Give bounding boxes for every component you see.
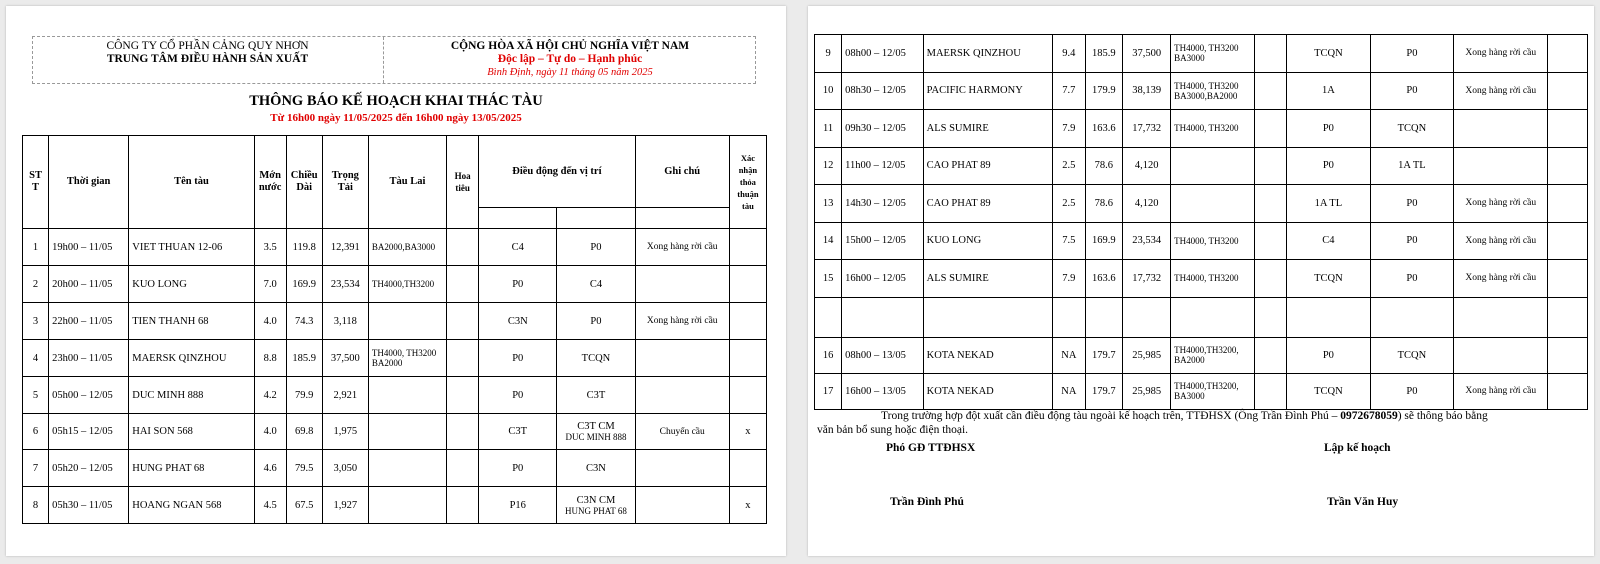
place-date: Bình Định, ngày 11 tháng 05 năm 2025 (487, 67, 653, 78)
move-to-alongside: HUNG PHAT 68 (565, 505, 627, 516)
table-row (815, 373, 1588, 409)
cell-tug: BA2000,BA3000 (368, 229, 446, 266)
cell-tug (1171, 297, 1255, 337)
col-note: Ghi chú (635, 136, 729, 208)
cell-confirm (729, 377, 766, 414)
col-note-sub (635, 208, 729, 229)
col-length: Chiều Dài (286, 136, 322, 229)
cell-move-to: P0 (1370, 222, 1454, 260)
company-name: CÔNG TY CỔ PHẦN CẢNG QUY NHƠN (106, 40, 309, 52)
cell-confirm (1548, 72, 1588, 110)
cell-move-from: P16 (479, 487, 557, 524)
cell-tug: TH4000,TH3200, BA3000 (1171, 373, 1255, 409)
cell-tonnage: 37,500 (1123, 35, 1171, 73)
cell-draft: 7.9 (1053, 260, 1085, 298)
cell-move-from: P0 (479, 340, 557, 377)
cell-ship: CAO PHAT 89 (923, 147, 1053, 185)
cell-draft: NA (1053, 373, 1085, 409)
cell-pilot (1254, 35, 1286, 73)
cell-stt: 10 (815, 72, 842, 110)
col-draft: Mớn nước (254, 136, 286, 229)
cell-length: 69.8 (286, 414, 322, 450)
cell-note: Xong hàng rời cầu (1454, 185, 1548, 223)
col-tug: Tàu Lai (368, 136, 446, 229)
cell-confirm (1548, 147, 1588, 185)
cell-tonnage (1123, 297, 1171, 337)
cell-confirm (729, 450, 766, 487)
cell-pilot (447, 340, 479, 377)
header-left (33, 37, 382, 83)
cell-length: 119.8 (286, 229, 322, 266)
cell-move-to: P0 (1370, 373, 1454, 409)
cell-tug (368, 487, 446, 524)
table-row (815, 337, 1588, 373)
cell-move-from: 1A (1287, 72, 1371, 110)
cell-time: 08h00 – 13/05 (842, 337, 923, 373)
cell-note (1454, 147, 1548, 185)
footer-note-b: ) sẽ thông báo bằng (1397, 410, 1488, 422)
table-row (815, 222, 1588, 260)
cell-note (1454, 337, 1548, 373)
cell-time: 15h00 – 12/05 (842, 222, 923, 260)
cell-note (635, 340, 729, 377)
cell-ship: HAI SON 568 (129, 414, 254, 450)
cell-draft (1053, 297, 1085, 337)
cell-time: 11h00 – 12/05 (842, 147, 923, 185)
cell-confirm: x (729, 487, 766, 524)
cell-move-to (557, 266, 635, 303)
footer-note-line1 (881, 410, 1488, 422)
document-title: THÔNG BÁO KẾ HOẠCH KHAI THÁC TÀU (249, 93, 543, 109)
table-row (815, 260, 1588, 298)
cell-confirm (1548, 297, 1588, 337)
table-row (23, 414, 767, 450)
cell-pilot (447, 414, 479, 450)
cell-move-to: TCQN (1370, 110, 1454, 148)
cell-move-to: P0 (1370, 72, 1454, 110)
cell-note (635, 487, 729, 524)
cell-ship: ALS SUMIRE (923, 110, 1053, 148)
cell-pilot (1254, 297, 1286, 337)
cell-pilot (1254, 373, 1286, 409)
cell-note (635, 450, 729, 487)
cell-draft: 4.5 (254, 487, 286, 524)
cell-tug: TH4000, TH3200 (1171, 110, 1255, 148)
cell-ship: MAERSK QINZHOU (923, 35, 1053, 73)
cell-note: Chuyển cầu (635, 414, 729, 450)
cell-tonnage: 17,732 (1123, 260, 1171, 298)
cell-stt: 4 (23, 340, 49, 377)
center-name: TRUNG TÂM ĐIỀU HÀNH SẢN XUẤT (106, 53, 309, 65)
cell-confirm (1548, 373, 1588, 409)
move-to-berth: C3T (586, 389, 606, 401)
cell-ship: KOTA NEKAD (923, 373, 1053, 409)
cell-draft: NA (1053, 337, 1085, 373)
cell-ship: KUO LONG (923, 222, 1053, 260)
cell-length: 179.9 (1085, 72, 1123, 110)
cell-time: 16h00 – 13/05 (842, 373, 923, 409)
cell-note: Xong hàng rời cầu (1454, 222, 1548, 260)
cell-note (635, 266, 729, 303)
cell-time: 05h20 – 12/05 (49, 450, 129, 487)
cell-confirm (729, 229, 766, 266)
cell-tug (368, 377, 446, 414)
sign-right-name: Trần Văn Huy (1327, 496, 1399, 508)
cell-pilot (447, 303, 479, 340)
cell-time: 05h15 – 12/05 (49, 414, 129, 450)
move-to-berth: P0 (590, 315, 602, 327)
cell-note: Xong hàng rời cầu (635, 303, 729, 340)
cell-time: 05h30 – 11/05 (49, 487, 129, 524)
table-row (815, 147, 1588, 185)
table-row (815, 185, 1588, 223)
cell-draft: 4.0 (254, 303, 286, 340)
move-to-berth: P0 (590, 241, 602, 253)
col-move: Điều động đến vị trí (479, 136, 635, 208)
cell-confirm (729, 340, 766, 377)
cell-ship: CAO PHAT 89 (923, 185, 1053, 223)
sign-right-title: Lập kế hoạch (1324, 442, 1391, 454)
cell-move-to: TCQN (1370, 337, 1454, 373)
cell-stt (815, 297, 842, 337)
cell-length: 169.9 (286, 266, 322, 303)
footer-phone: 0972678059 (1340, 410, 1398, 422)
cell-pilot (1254, 337, 1286, 373)
cell-tug: TH4000,TH3200, BA2000 (1171, 337, 1255, 373)
cell-confirm (729, 266, 766, 303)
cell-pilot (1254, 185, 1286, 223)
table-row (23, 340, 767, 377)
col-confirm: Xác nhận thỏa thuận tàu (729, 136, 766, 229)
cell-ship: DUC MINH 888 (129, 377, 254, 414)
cell-stt: 16 (815, 337, 842, 373)
cell-length: 169.9 (1085, 222, 1123, 260)
cell-ship: KUO LONG (129, 266, 254, 303)
cell-tonnage: 4,120 (1123, 147, 1171, 185)
cell-move-from: TCQN (1287, 260, 1371, 298)
cell-stt: 17 (815, 373, 842, 409)
cell-tonnage: 25,985 (1123, 373, 1171, 409)
cell-confirm (729, 303, 766, 340)
table-row (23, 303, 767, 340)
table-row (815, 297, 1588, 337)
table-row (23, 229, 767, 266)
table-row (23, 266, 767, 303)
cell-move-to (557, 487, 635, 524)
cell-stt: 12 (815, 147, 842, 185)
table-row (815, 35, 1588, 73)
cell-tug: TH4000, TH3200 BA2000 (368, 340, 446, 377)
cell-note: Xong hàng rời cầu (1454, 373, 1548, 409)
cell-tonnage: 37,500 (322, 340, 368, 377)
cell-tug: TH4000, TH3200 BA3000,BA2000 (1171, 72, 1255, 110)
cell-tonnage: 3,050 (322, 450, 368, 487)
table-row (23, 450, 767, 487)
cell-stt: 2 (23, 266, 49, 303)
cell-draft: 7.5 (1053, 222, 1085, 260)
cell-note (1454, 297, 1548, 337)
cell-note: Xong hàng rời cầu (1454, 72, 1548, 110)
cell-move-to: P0 (1370, 260, 1454, 298)
cell-draft: 7.9 (1053, 110, 1085, 148)
col-pilot: Hoa tiêu (447, 136, 479, 229)
cell-confirm (1548, 35, 1588, 73)
cell-length: 78.6 (1085, 147, 1123, 185)
cell-tonnage: 38,139 (1123, 72, 1171, 110)
cell-move-to (557, 450, 635, 487)
cell-draft: 7.0 (254, 266, 286, 303)
cell-pilot (1254, 72, 1286, 110)
cell-tug (368, 450, 446, 487)
cell-tug (368, 414, 446, 450)
cell-length: 185.9 (1085, 35, 1123, 73)
cell-move-from: P0 (479, 266, 557, 303)
cell-tonnage: 23,534 (322, 266, 368, 303)
cell-draft: 9.4 (1053, 35, 1085, 73)
cell-pilot (447, 450, 479, 487)
cell-stt: 11 (815, 110, 842, 148)
cell-length (1085, 297, 1123, 337)
cell-ship: KOTA NEKAD (923, 337, 1053, 373)
cell-tug: TH4000, TH3200 BA3000 (1171, 35, 1255, 73)
cell-move-from: C4 (479, 229, 557, 266)
table-row (815, 72, 1588, 110)
cell-move-to: P0 (1370, 185, 1454, 223)
cell-tug (368, 303, 446, 340)
cell-time: 08h00 – 12/05 (842, 35, 923, 73)
cell-note (1454, 110, 1548, 148)
cell-move-from: P0 (1287, 110, 1371, 148)
sign-left-title: Phó GĐ TTĐHSX (886, 442, 976, 454)
cell-length: 78.6 (1085, 185, 1123, 223)
col-move-from (479, 208, 557, 229)
cell-tonnage: 1,927 (322, 487, 368, 524)
cell-draft: 7.7 (1053, 72, 1085, 110)
cell-move-from: C3T (479, 414, 557, 450)
motto: Độc lập – Tự do – Hạnh phúc (497, 53, 643, 65)
cell-time: 14h30 – 12/05 (842, 185, 923, 223)
cell-ship: VIET THUAN 12-06 (129, 229, 254, 266)
cell-pilot (447, 229, 479, 266)
cell-move-from: P0 (1287, 337, 1371, 373)
cell-tonnage: 3,118 (322, 303, 368, 340)
move-to-berth: C3T CM (577, 421, 615, 432)
cell-stt: 13 (815, 185, 842, 223)
cell-note (635, 377, 729, 414)
cell-pilot (1254, 260, 1286, 298)
cell-length: 67.5 (286, 487, 322, 524)
cell-confirm (1548, 337, 1588, 373)
cell-tug (1171, 147, 1255, 185)
document-period: Từ 16h00 ngày 11/05/2025 đến 16h00 ngày 13/05/2025 (270, 112, 522, 124)
cell-tonnage: 2,921 (322, 377, 368, 414)
cell-pilot (1254, 110, 1286, 148)
cell-pilot (1254, 147, 1286, 185)
cell-length: 79.9 (286, 377, 322, 414)
cell-move-to (557, 340, 635, 377)
cell-draft: 2.5 (1053, 185, 1085, 223)
cell-time: 05h00 – 12/05 (49, 377, 129, 414)
cell-move-to (557, 414, 635, 450)
cell-move-from: C4 (1287, 222, 1371, 260)
cell-tonnage: 17,732 (1123, 110, 1171, 148)
cell-stt: 1 (23, 229, 49, 266)
cell-confirm (1548, 185, 1588, 223)
cell-tug: TH4000, TH3200 (1171, 260, 1255, 298)
document-header (32, 36, 756, 84)
cell-move-from: TCQN (1287, 35, 1371, 73)
table-row (23, 377, 767, 414)
cell-move-from: C3N (479, 303, 557, 340)
cell-confirm (1548, 110, 1588, 148)
cell-stt: 14 (815, 222, 842, 260)
cell-length: 185.9 (286, 340, 322, 377)
col-tonnage: Trọng Tải (322, 136, 368, 229)
cell-time: 08h30 – 12/05 (842, 72, 923, 110)
move-to-alongside: DUC MINH 888 (565, 432, 627, 442)
col-stt: ST T (23, 136, 49, 229)
cell-ship: PACIFIC HARMONY (923, 72, 1053, 110)
footer-note-line2: văn bản bổ sung hoặc điện thoại. (817, 424, 969, 436)
cell-length: 74.3 (286, 303, 322, 340)
cell-ship (923, 297, 1053, 337)
move-to-berth: TCQN (581, 352, 611, 364)
cell-move-to (557, 229, 635, 266)
cell-move-to (557, 303, 635, 340)
cell-tonnage: 1,975 (322, 414, 368, 450)
cell-draft: 8.8 (254, 340, 286, 377)
col-time: Thời gian (49, 136, 129, 229)
cell-move-from: P0 (479, 377, 557, 414)
cell-time: 23h00 – 11/05 (49, 340, 129, 377)
cell-length: 163.6 (1085, 110, 1123, 148)
cell-ship: HUNG PHAT 68 (129, 450, 254, 487)
cell-confirm (1548, 222, 1588, 260)
cell-tug (1171, 185, 1255, 223)
cell-stt: 15 (815, 260, 842, 298)
cell-ship: ALS SUMIRE (923, 260, 1053, 298)
cell-length: 79.5 (286, 450, 322, 487)
cell-time: 20h00 – 11/05 (49, 266, 129, 303)
cell-move-to (1370, 297, 1454, 337)
move-to-berth: C3N (586, 462, 606, 474)
sign-left-name: Trần Đình Phú (890, 496, 964, 508)
cell-stt: 6 (23, 414, 49, 450)
cell-ship: HOANG NGAN 568 (129, 487, 254, 524)
cell-ship: TIEN THANH 68 (129, 303, 254, 340)
cell-stt: 7 (23, 450, 49, 487)
cell-ship: MAERSK QINZHOU (129, 340, 254, 377)
cell-confirm (1548, 260, 1588, 298)
cell-length: 179.7 (1085, 337, 1123, 373)
header-right (383, 37, 756, 83)
cell-draft: 4.2 (254, 377, 286, 414)
cell-move-from: TCQN (1287, 373, 1371, 409)
cell-move-to: 1A TL (1370, 147, 1454, 185)
cell-pilot (1254, 222, 1286, 260)
cell-length: 179.7 (1085, 373, 1123, 409)
cell-pilot (447, 487, 479, 524)
cell-move-from: P0 (1287, 147, 1371, 185)
col-ship: Tên tàu (129, 136, 254, 229)
cell-tug: TH4000,TH3200 (368, 266, 446, 303)
cell-tonnage: 23,534 (1123, 222, 1171, 260)
col-move-to (557, 208, 635, 229)
schedule-table-page-2 (814, 34, 1588, 410)
cell-note: Xong hàng rời cầu (635, 229, 729, 266)
cell-draft: 2.5 (1053, 147, 1085, 185)
cell-pilot (447, 377, 479, 414)
cell-move-from (1287, 297, 1371, 337)
cell-time: 22h00 – 11/05 (49, 303, 129, 340)
table-row (815, 110, 1588, 148)
footer-note-a: Trong trường hợp đột xuất cần điều động tàu ngoài kế hoạch trên, TTĐHSX (Ông Trần Đình Phú – (881, 410, 1341, 422)
cell-time (842, 297, 923, 337)
cell-stt: 9 (815, 35, 842, 73)
document-page-1 (6, 6, 786, 556)
cell-stt: 5 (23, 377, 49, 414)
cell-time: 09h30 – 12/05 (842, 110, 923, 148)
cell-move-from: 1A TL (1287, 185, 1371, 223)
cell-draft: 3.5 (254, 229, 286, 266)
move-to-berth: C3N CM (576, 494, 616, 506)
document-page-2 (808, 6, 1594, 556)
cell-confirm: x (729, 414, 766, 450)
cell-stt: 8 (23, 487, 49, 524)
cell-tug: TH4000, TH3200 (1171, 222, 1255, 260)
cell-draft: 4.0 (254, 414, 286, 450)
cell-tonnage: 12,391 (322, 229, 368, 266)
cell-length: 163.6 (1085, 260, 1123, 298)
cell-move-from: P0 (479, 450, 557, 487)
table-row (23, 487, 767, 524)
cell-tonnage: 4,120 (1123, 185, 1171, 223)
cell-note: Xong hàng rời cầu (1454, 35, 1548, 73)
cell-move-to: P0 (1370, 35, 1454, 73)
move-to-berth: C4 (589, 278, 603, 290)
cell-note: Xong hàng rời cầu (1454, 260, 1548, 298)
cell-move-to (557, 377, 635, 414)
schedule-table-page-1 (22, 135, 767, 524)
cell-time: 16h00 – 12/05 (842, 260, 923, 298)
cell-pilot (447, 266, 479, 303)
cell-tonnage: 25,985 (1123, 337, 1171, 373)
cell-stt: 3 (23, 303, 49, 340)
cell-time: 19h00 – 11/05 (49, 229, 129, 266)
cell-draft: 4.6 (254, 450, 286, 487)
nation-title: CỘNG HÒA XÃ HỘI CHỦ NGHĨA VIỆT NAM (450, 40, 690, 52)
